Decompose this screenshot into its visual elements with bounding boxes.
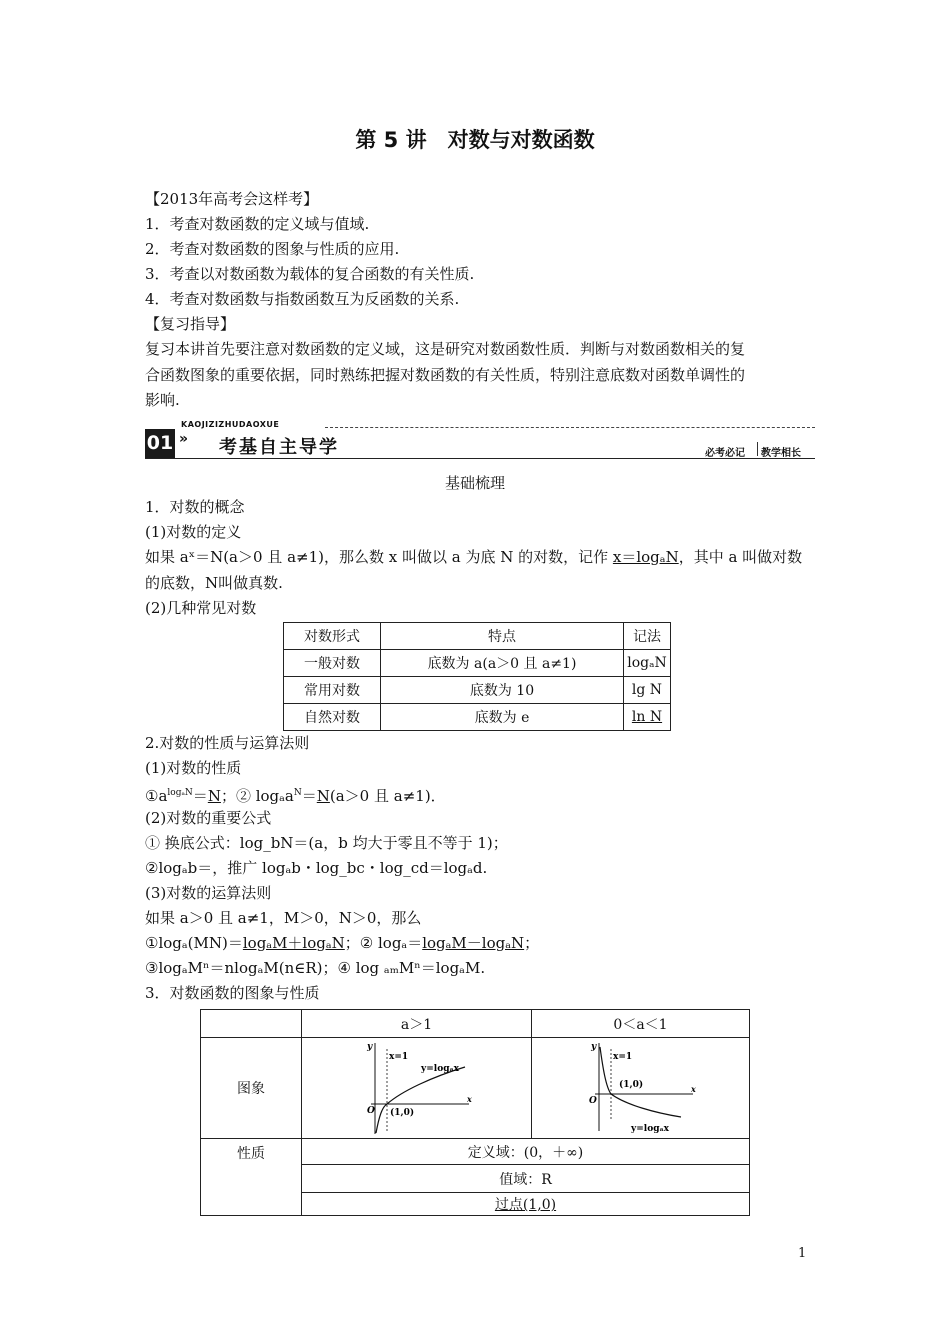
review-heading: 【复习指导】 <box>145 315 236 333</box>
exam-point: 2．考查对数函数的图象与性质的应用. <box>145 240 400 258</box>
subheading: (2)几种常见对数 <box>145 599 257 617</box>
banner-rule <box>145 458 815 459</box>
table-header: a＞1 <box>302 1010 532 1038</box>
text: ＝ <box>301 787 317 805</box>
heading: 2.对数的性质与运算法则 <box>145 734 310 752</box>
x1-label: x=1 <box>612 1052 632 1062</box>
subheading: (1)对数的定义 <box>145 523 242 541</box>
table-cell: 底数为 10 <box>381 677 624 704</box>
table-cell: 底数为 a(a＞0 且 a≠1) <box>381 650 624 677</box>
log-types-table <box>283 622 671 731</box>
formula-line: ②logₐb＝，推广 logₐb・log_bc・log_cd＝logₐd. <box>145 859 488 877</box>
banner-pinyin: KAOJIZIZHUDAOXUE <box>181 420 280 429</box>
property-line <box>145 783 446 806</box>
table-header: 特点 <box>381 623 624 650</box>
table-cell: 常用对数 <box>284 677 381 704</box>
table-row <box>201 1038 750 1139</box>
page-number: 1 <box>798 1246 807 1261</box>
banner-title: 考基自主导学 <box>219 437 339 458</box>
table-row <box>284 704 671 731</box>
exam-point: 3．考查以对数函数为载体的复合函数的有关性质. <box>145 265 475 283</box>
table-header-row <box>284 623 671 650</box>
definition-text: ，其中 a 叫做对数 <box>678 548 803 566</box>
graph-cell-a-gt-1 <box>302 1038 532 1139</box>
rule-line <box>145 933 539 953</box>
table-header: 记法 <box>624 623 671 650</box>
graph-cell-a-lt-1 <box>532 1038 750 1139</box>
banner-right-text: 必考必记 <box>705 448 745 459</box>
table-cell: ln N <box>624 704 671 731</box>
table-cell <box>201 1010 302 1038</box>
origin-label: O <box>588 1096 597 1106</box>
log-graph-increasing <box>357 1039 477 1137</box>
x-label: x <box>690 1084 696 1094</box>
blank-answer: logₐM－logₐN <box>422 934 525 952</box>
point-label: (1,0) <box>389 1108 414 1118</box>
log-curve <box>376 1067 465 1133</box>
review-line: 复习本讲首先要注意对数函数的定义域，这是研究对数函数性质．判断与对数函数相关的复 <box>145 340 746 358</box>
banner-arrow: » <box>179 431 189 447</box>
function-label: y=logₐx <box>630 1124 669 1134</box>
x1-label: x=1 <box>388 1052 408 1062</box>
exam-heading: 【2013年高考会这样考】 <box>145 190 319 208</box>
superscript: logₐN <box>167 788 193 798</box>
text: ＝ <box>192 787 208 805</box>
definition-notation: x＝logₐN <box>612 548 679 566</box>
fixed-point: 过点(1,0) <box>494 1197 557 1213</box>
banner-divider <box>757 442 758 456</box>
table-cell: 一般对数 <box>284 650 381 677</box>
table-cell: logₐN <box>624 650 671 677</box>
text: ； <box>524 934 540 952</box>
table-header-row <box>201 1010 750 1038</box>
text: ①logₐ(MN)＝ <box>145 934 243 952</box>
text: ①a <box>145 787 168 805</box>
x-label: x <box>466 1094 472 1104</box>
table-row <box>284 677 671 704</box>
heading: 1．对数的概念 <box>145 498 245 516</box>
text: (a＞0 且 a≠1)． <box>329 787 446 805</box>
y-label: y <box>590 1042 596 1052</box>
blank-answer: N <box>207 787 221 805</box>
blank-answer: N <box>316 787 330 805</box>
text: ；② logₐa <box>220 787 294 805</box>
table-header: 0＜a＜1 <box>532 1010 750 1038</box>
domain-cell: 定义域：(0，＋∞) <box>302 1139 750 1165</box>
definition-text: 如果 aˣ＝N(a＞0 且 a≠1)，那么数 x 叫做以 a 为底 N 的对数，记作 <box>145 548 613 566</box>
subheading: (3)对数的运算法则 <box>145 884 272 902</box>
banner-dashed-rule <box>325 427 815 428</box>
table-row <box>284 650 671 677</box>
table-cell: 底数为 e <box>381 704 624 731</box>
table-cell: lg N <box>624 677 671 704</box>
subheading: (2)对数的重要公式 <box>145 809 272 827</box>
page-title: 第 5 讲 对数与对数函数 <box>355 128 595 152</box>
section-banner <box>145 420 815 462</box>
exam-point: 4．考查对数函数与指数函数互为反函数的关系. <box>145 290 460 308</box>
table-row <box>201 1139 750 1165</box>
exam-point: 1．考查对数函数的定义域与值域. <box>145 215 370 233</box>
table-header: 对数形式 <box>284 623 381 650</box>
definition-line <box>145 547 802 567</box>
point-cell <box>302 1193 750 1216</box>
rule-condition: 如果 a＞0 且 a≠1，M＞0，N＞0，那么 <box>145 909 422 927</box>
heading: 3．对数函数的图象与性质 <box>145 984 320 1002</box>
y-label: y <box>366 1042 372 1052</box>
origin-label: O <box>366 1106 375 1116</box>
row-label: 图象 <box>201 1038 302 1139</box>
formula-line: ① 换底公式：log_bN＝(a，b 均大于零且不等于 1)； <box>145 834 508 852</box>
log-graph-decreasing <box>581 1039 701 1137</box>
range-cell: 值域：R <box>302 1165 750 1193</box>
banner-right-text2: 教学相长 <box>761 448 801 459</box>
log-graph-table <box>200 1009 750 1216</box>
subheading: (1)对数的性质 <box>145 759 242 777</box>
blank-answer: logₐM＋logₐN <box>242 934 345 952</box>
row-label: 性质 <box>201 1139 302 1216</box>
text: ；② logₐ＝ <box>344 934 423 952</box>
point-label: (1,0) <box>618 1080 643 1090</box>
banner-number: 01 <box>145 429 175 458</box>
superscript: N <box>293 788 302 798</box>
review-line: 影响. <box>145 391 180 409</box>
table-cell: 自然对数 <box>284 704 381 731</box>
section-title: 基础梳理 <box>444 474 505 492</box>
review-line: 合函数图象的重要依据，同时熟练把握对数函数的有关性质，特别注意底数对函数单调性的 <box>145 366 746 384</box>
rule-line: ③logₐMⁿ＝nlogₐM(n∈R)；④ log ₐₘMⁿ＝logₐM. <box>145 959 486 977</box>
definition-line: 的底数，N叫做真数. <box>145 574 283 592</box>
function-label: y=logₐx <box>420 1064 459 1074</box>
